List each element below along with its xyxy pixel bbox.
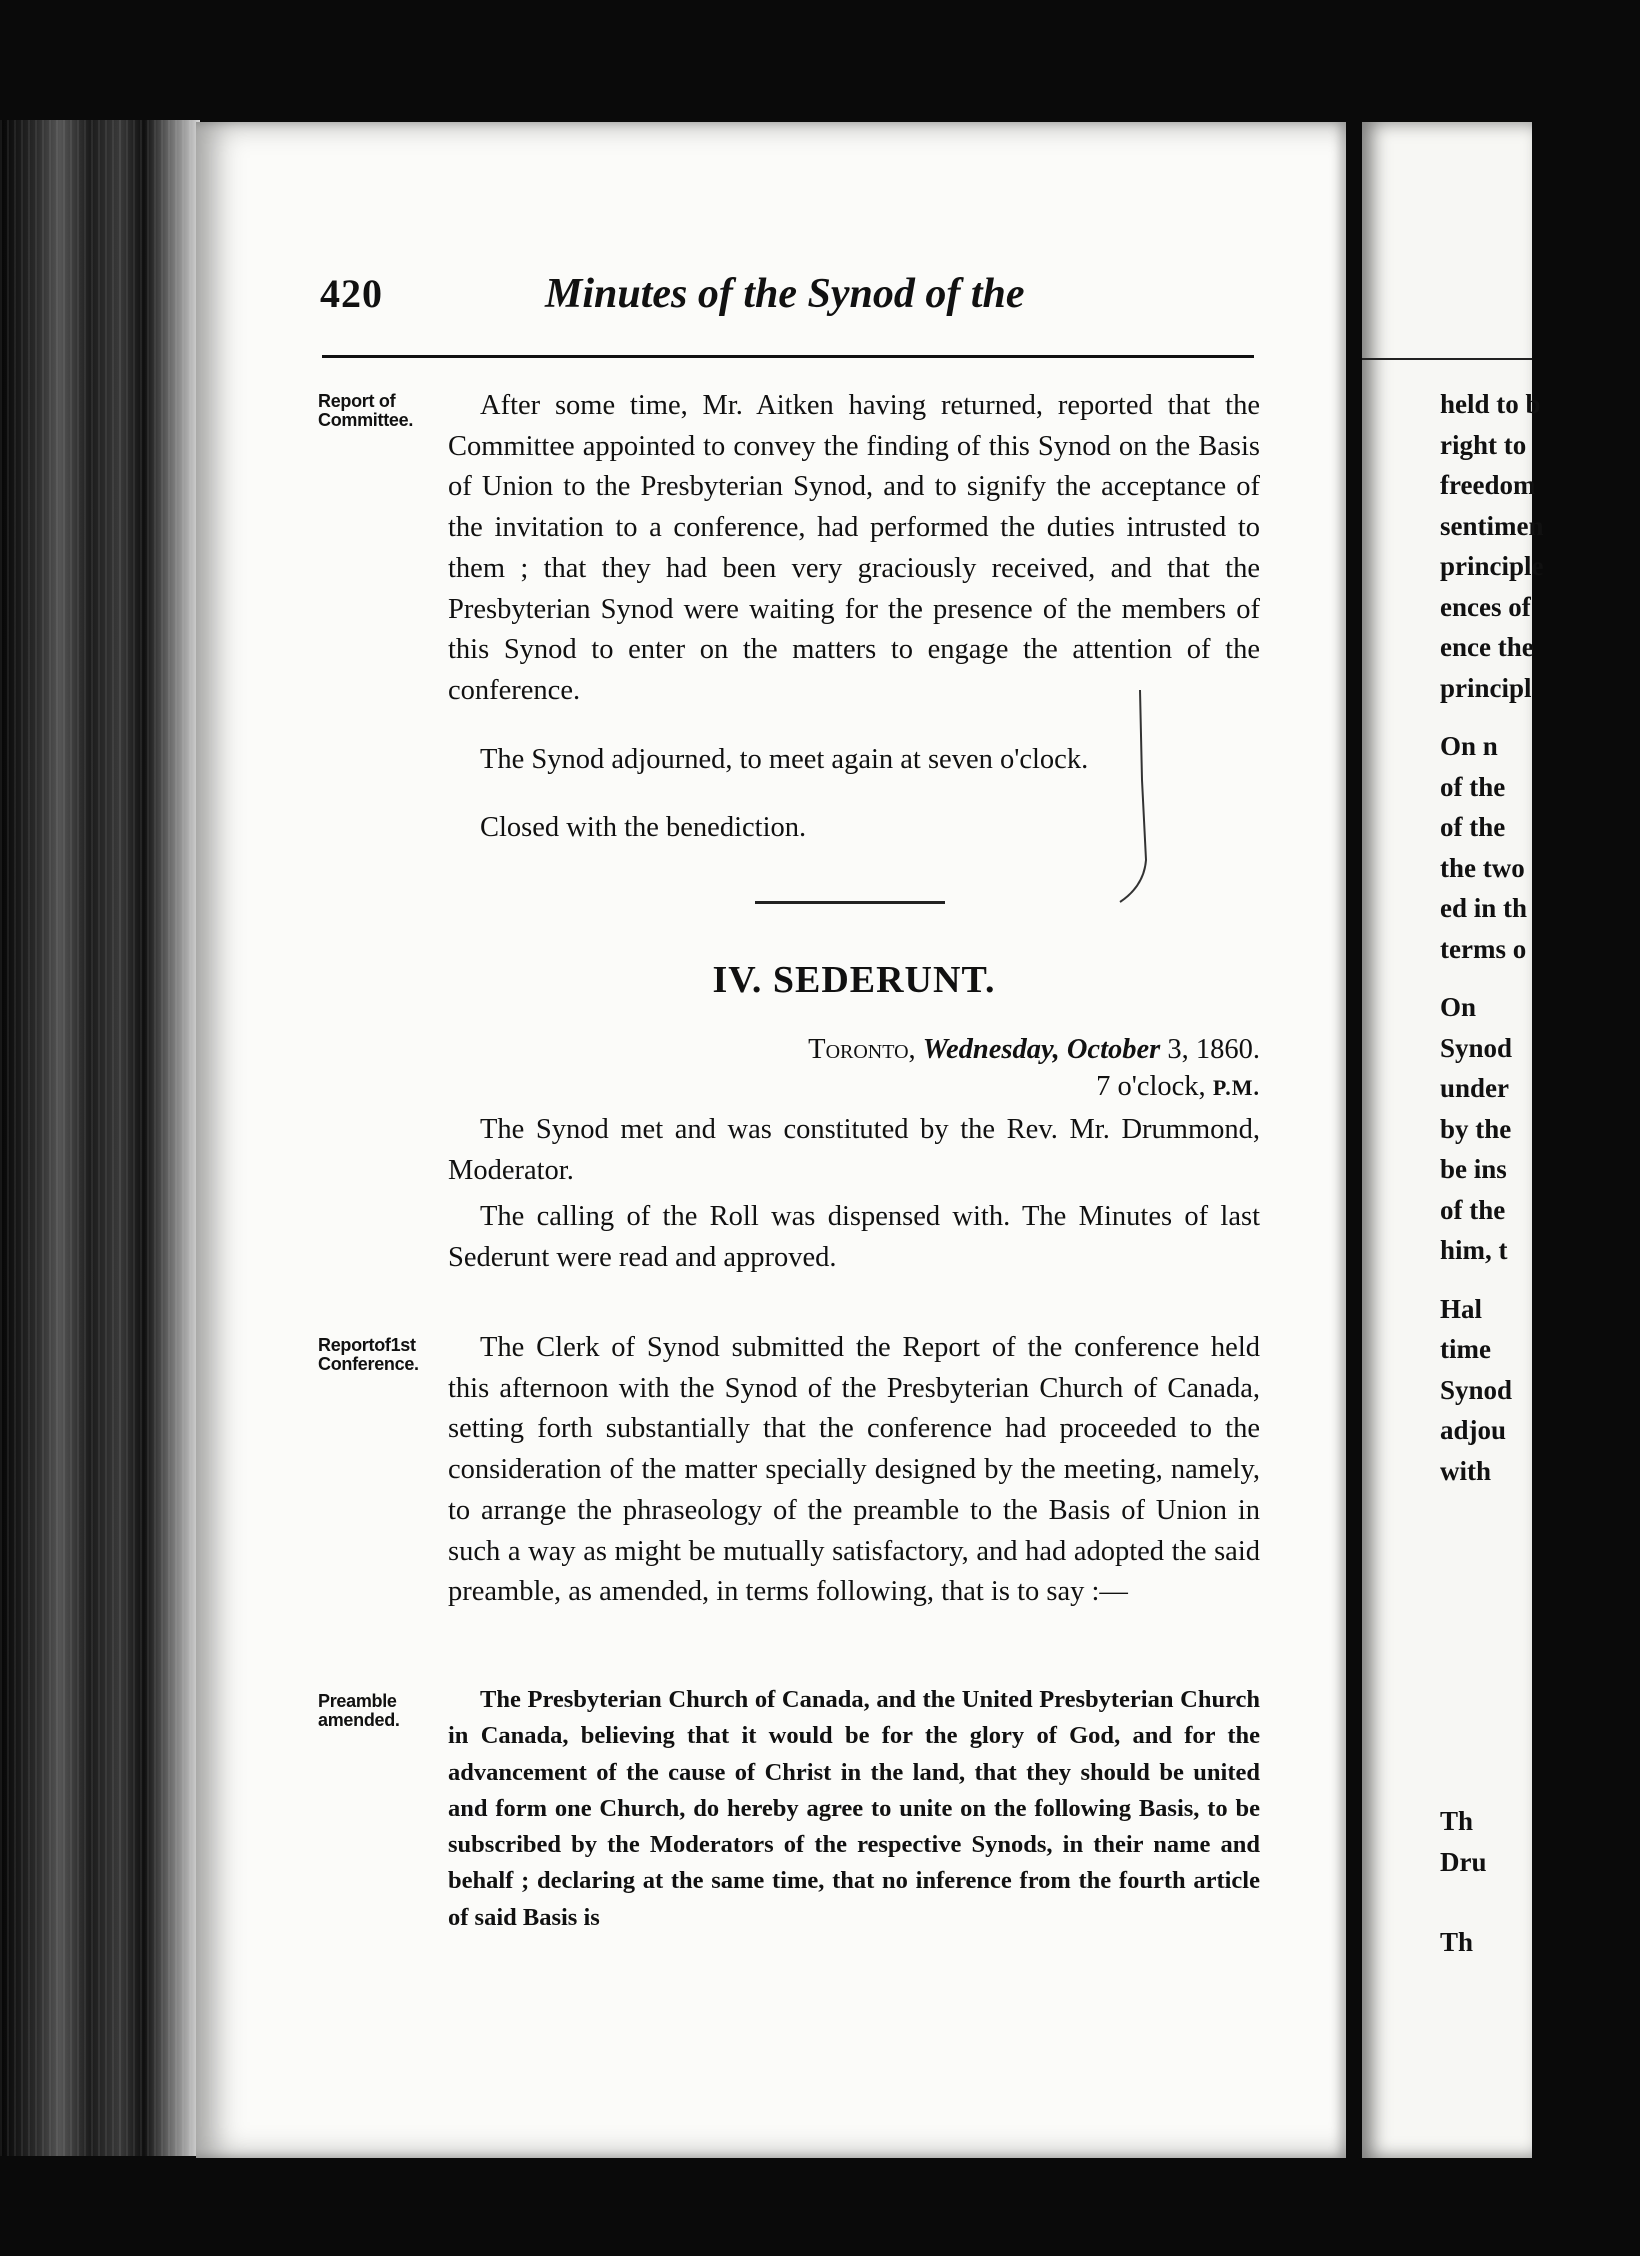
facing-line: Hal	[1440, 1293, 1483, 1324]
header-rule	[322, 355, 1254, 358]
page-number: 420	[320, 271, 383, 316]
facing-line: him, t	[1440, 1235, 1508, 1265]
pencil-annotation	[1100, 690, 1160, 905]
facing-line: by the	[1440, 1113, 1512, 1144]
page-edges	[0, 120, 200, 2156]
facing-page	[1362, 122, 1544, 2158]
paragraph-clerk-report: The Clerk of Synod submitted the Report of the conference held this afternoon with the Synod of the Presbyterian Church of Canada, setting forth substantially that the conference had proceeded to the consideration of the matter specially designed by the meeting, namely, to arrange the phraseology of the preamble to the Basis of Union in such a way as might be mutually satisfactory, and had adopted the said preamble, as amended, in terms following, that is to say :—	[448, 1332, 1260, 1608]
margin-note-preamble-amended: Preamble amended.	[318, 1691, 400, 1730]
facing-line: of the	[1440, 771, 1506, 802]
facing-line: under	[1440, 1073, 1510, 1103]
facing-line: Synod	[1440, 1032, 1513, 1063]
paragraph-benediction: Closed with the benediction.	[480, 812, 807, 843]
facing-line: Th	[1440, 1806, 1474, 1836]
facing-line: ence the	[1440, 632, 1534, 662]
facing-line: time	[1440, 1334, 1491, 1364]
facing-line: with	[1440, 1455, 1492, 1486]
facing-line: sentimen	[1440, 510, 1544, 541]
running-header	[320, 270, 1260, 330]
dateline-date: 3, 1860.	[1167, 1034, 1260, 1065]
facing-line: be ins	[1440, 1154, 1507, 1184]
facing-line: On n	[1440, 731, 1498, 761]
running-title: Minutes of the Synod of the	[545, 271, 1025, 317]
paragraph-preamble: The Presbyterian Church of Canada, and the United Presbyterian Church in Canada, believing that it would be for the glory of God, and for the advancement of the cause of Christ in the land, that they should be united and form one Church, do hereby agree to unite on the following Basis, to be subscribed by the Moderators of the respective Synods, in their name and behalf ; declaring at the same time, that no inference from the fourth article of said Basis is	[448, 1686, 1260, 1931]
facing-line: of the	[1440, 812, 1506, 842]
time-value: 7 o'clock,	[1096, 1071, 1206, 1102]
paragraph-adjourned: The Synod adjourned, to meet again at seven o'clock.	[480, 744, 1089, 775]
facing-line: principl	[1440, 672, 1532, 703]
facing-line: of the	[1440, 1194, 1506, 1225]
dateline-place: Toronto,	[808, 1034, 916, 1065]
paragraph-constituted: The Synod met and was constituted by the Rev. Mr. Drummond, Moderator.	[448, 1114, 1260, 1186]
dateline	[448, 1030, 1260, 1071]
margin-note-report-of-first-conference: Reportof1st Conference.	[318, 1335, 419, 1374]
facing-line: held to b	[1440, 389, 1541, 419]
facing-line: On	[1440, 992, 1477, 1022]
facing-text	[1440, 384, 1640, 1963]
facing-line: ed in th	[1440, 893, 1528, 923]
sederunt-heading: IV. SEDERUNT.	[712, 959, 996, 1001]
paragraph-roll: The calling of the Roll was dispensed with. The Minutes of last Sederunt were read and approved.	[448, 1201, 1260, 1273]
paragraph-committee-report: After some time, Mr. Aitken having returned, reported that the Committee appointed to convey the finding of this Synod on the Basis of Union to the Presbyterian Synod, and to signify the acceptance of the invitation to a conference, had performed the duties intrusted to them ; that they had been very graciously received, and that the Presbyterian Synod were waiting for the presence of the members of this Synod to enter on the matters to engage the attention of the conference.	[448, 390, 1260, 706]
facing-line: right to	[1440, 429, 1527, 460]
margin-note-report-of-committee: Report of Committee.	[318, 391, 414, 430]
dateline-day: Wednesday, October	[922, 1034, 1161, 1065]
facing-line: the two	[1440, 852, 1525, 883]
time-suffix: P.M.	[1212, 1075, 1260, 1100]
facing-line: Th	[1440, 1927, 1474, 1957]
facing-header-rule	[1362, 358, 1532, 360]
facing-line: principle	[1440, 551, 1544, 581]
facing-line: ences of	[1440, 591, 1531, 622]
section-divider	[755, 901, 945, 904]
facing-line: adjou	[1440, 1415, 1507, 1445]
facing-line: Synod	[1440, 1374, 1513, 1405]
meeting-time	[448, 1071, 1260, 1103]
facing-line: freedom	[1440, 470, 1536, 500]
facing-line: terms o	[1440, 933, 1527, 964]
facing-line: Dru	[1440, 1846, 1487, 1877]
